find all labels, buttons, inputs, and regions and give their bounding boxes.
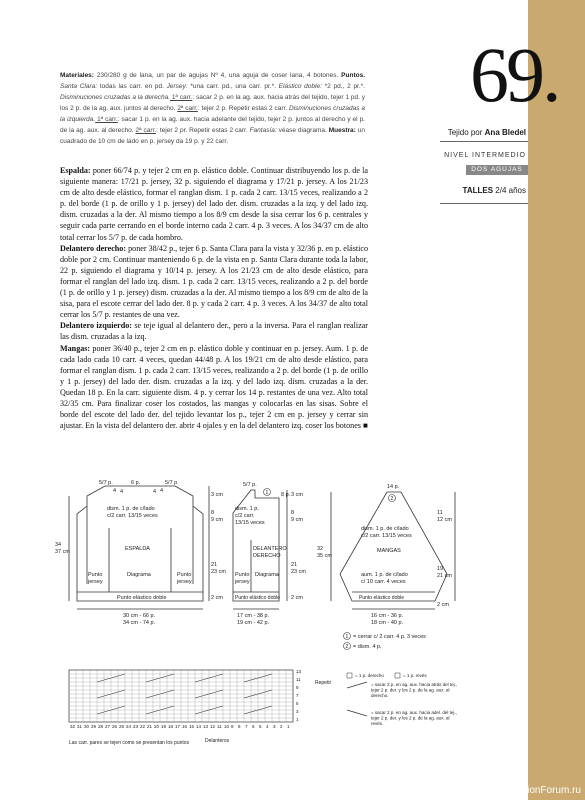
front-width: 19 cm - 42 p. xyxy=(237,620,270,626)
repeat-label: Repetir xyxy=(315,680,332,686)
back-top-left: 5/7 p. xyxy=(99,480,113,486)
back-dec-note: dism. 1 p. de c/lado xyxy=(107,506,155,512)
chart-row-label: 1 xyxy=(296,717,299,723)
back-dim: 2 cm xyxy=(211,595,223,601)
front-dim: 9 cm xyxy=(291,517,303,523)
chart-col-label: 23 xyxy=(133,724,139,729)
front-rib: Punto elástico doble xyxy=(235,595,281,601)
legend-purl: = 1 p. revés xyxy=(403,673,427,678)
skill-level: NIVEL INTERMEDIO xyxy=(444,152,526,159)
schematic-drawing xyxy=(55,478,465,758)
chart-col-label: 26 xyxy=(112,724,118,729)
back-height: 37 cm xyxy=(55,549,70,555)
front-dec-note: c/2 carr. xyxy=(235,513,255,519)
sleeve-dim: 11 xyxy=(437,510,443,516)
front-side: Punto xyxy=(235,572,250,578)
back-side: Punto xyxy=(88,572,103,578)
schematics xyxy=(55,478,465,758)
chart-col-label: 8 xyxy=(238,724,241,729)
back-side: jersey xyxy=(177,579,192,585)
front-chart-label: Delanteros xyxy=(205,738,230,744)
back-side: Punto xyxy=(177,572,192,578)
materials-paragraph: Materiales: 230/280 g de lana, un par de agujas Nº 4, una aguja de coser lana, 4 botones. Puntos. Santa Clara: todas las carr. en pd. Jersey: *una carr. pd., una carr. pr.*. Elástico doble: *2 pd., 2 pr.*. Disminuciones cruzadas a la derecha. 1ª carr.: sacar 2 p. en la ag. aux. hacia atrás del tejido, tejer 1 pd. y los 2 p. de la ag. aux. juntos al derecho. 2ª carr.: tejer 2 p. Repetir estas 2 carr. Disminuciones cruzadas a la izquierda. 1ª carr.: sacar 1 p. en la ag. aux. hacia adelante del tejido, tejer 2 p. juntos al derecho y el p. de la ag. aux. al derecho. 2ª carr.: tejer 2 pr. Repetir estas 2 carr. Fantasía: véase diagrama. Muestra: un cuadrado de 10 cm de lado en p. jersey da 19 p. y 22 carr. xyxy=(60,72,366,145)
sleeve-dec-note: c/2 carr. 13/15 veces xyxy=(361,533,412,539)
designer-credit: Tejido por Ana Bledel xyxy=(447,128,526,137)
back-title: ESPALDA xyxy=(125,546,150,552)
chart-col-label: 20 xyxy=(154,724,160,729)
chart-col-label: 17 xyxy=(175,724,181,729)
chart-row-label: 3 xyxy=(296,709,299,715)
back-dim: 9 cm xyxy=(211,517,223,523)
delantero-izquierdo-paragraph: Delantero izquierdo: se teje igual al delantero der., pero a la inversa. Para el ranglan realizar las dism. cruzadas a la izq. xyxy=(60,321,368,342)
chart-col-label: 15 xyxy=(189,724,195,729)
chart-col-label: 6 xyxy=(252,724,255,729)
back-outline-side xyxy=(77,506,203,601)
front-side: jersey xyxy=(235,579,250,585)
chart-row-label: 5 xyxy=(296,701,299,707)
stitch-chart xyxy=(69,669,302,729)
mangas-paragraph: Mangas: poner 36/40 p., tejer 2 cm en p. elástico doble y continuar en p. jersey. Aum. 1 p. de cada lado cada 10 carr. 4 veces, quedan 44/48 p. A los 19/21 cm de alto desde elástico, para formar el ranglan dism. 1 p. cada 2 carr. 13/15 veces, realizando a 2 p. del borde (1 p. de orillo y 1 p. jersey) del lado der. dism. cruzadas a la izq. y del lado izq. dism. cruzadas a la der. Quedan 18 p. En la carr. siguiente dism. 4 p. y cerrar los 14 p. restantes de una vez. Alto total 32/35 cm. Para finalizar coser los costados, las mangas y colocarlas en las sisas. Sobre el borde del escote del lado der. del tejido levantar los p., tejer 2 cm en p. jersey y cerrar sin ajustar. En la vista del delantero der. abrir 4 ojales y en la del delantero izq. coser los botones ■ xyxy=(60,343,368,431)
back-height: 34 xyxy=(55,542,62,548)
sleeve-dim: 2 cm xyxy=(437,602,449,608)
note-symbol: 2 xyxy=(345,644,349,650)
chart-col-label: 32 xyxy=(70,724,76,729)
sleeve-dec-note: dism. 1 p. de c/lado xyxy=(361,526,409,532)
chart-col-label: 25 xyxy=(119,724,125,729)
back-width: 30 cm - 66 p. xyxy=(123,613,156,619)
front-dim: 2 cm xyxy=(291,595,303,601)
chart-col-label: 22 xyxy=(140,724,146,729)
front-dec-note: 13/15 veces xyxy=(235,520,265,526)
back-top-mid: 6 p. xyxy=(131,480,141,486)
sleeve-dim: 21 cm xyxy=(437,573,452,579)
divider xyxy=(440,203,528,204)
chart-col-label: 18 xyxy=(168,724,174,729)
front-top: 5/7 p. xyxy=(243,482,257,488)
back-top-right: 5/7 p. xyxy=(165,480,179,486)
sleeve-width: 18 cm - 40 p. xyxy=(371,620,404,626)
back-dec: 4 xyxy=(113,488,117,494)
sleeve-rib: Punto elástico doble xyxy=(359,595,405,601)
sleeve-width: 16 cm - 36 p. xyxy=(371,613,404,619)
chart-col-label: 1 xyxy=(287,724,290,729)
right-cross-icon xyxy=(347,682,367,688)
front-title: DELANTERO xyxy=(253,546,287,552)
chart-row-label: 9 xyxy=(296,685,299,691)
watermark: PassionForum.ru xyxy=(504,785,581,796)
chart-col-label: 9 xyxy=(231,724,234,729)
back-dec-note: c/2 carr. 13/15 veces xyxy=(107,513,158,519)
delantero-derecho-paragraph: Delantero derecho: poner 38/42 p., tejer 6 p. Santa Clara para la vista y 32/36 p. en p. elástico doble por 2 cm. Continuar manteniendo 6 p. de la vista en p. Santa Clara durante toda la labor, 22 p. siguiendo el diagrama y 10/14 p. jersey. A los 21/23 cm de alto desde elástico, para formar el ranglan del lado izq. dism. 1 p. cada 2 carr. 13/15 veces, realizando a 2 p. del borde (1 p. de orillo y 1 p. jersey) dism. cruzadas a la der. Al mismo tiempo a los 8/9 cm de alto de la sisa, para el escote cerrar del lado der. 8 p. y cada 2 carr. 4 p. 3 veces. A los 34/37 de alto total cerrar los 5/7 p. restantes de una vez. xyxy=(60,243,368,320)
chart-row-label: 13 xyxy=(296,669,302,675)
instructions xyxy=(60,165,368,431)
front-dim: 3 cm xyxy=(291,492,303,498)
chart-col-label: 10 xyxy=(224,724,230,729)
front-top-r: 8 p. xyxy=(281,492,291,498)
legend-knit: = 1 p. derecho xyxy=(355,673,384,678)
chart-col-label: 3 xyxy=(273,724,276,729)
chart-col-label: 4 xyxy=(266,724,269,729)
back-dim: 8 xyxy=(211,510,215,516)
chart-col-label: 11 xyxy=(217,724,222,729)
sleeve-dim: 19 xyxy=(437,566,444,572)
sleeve-symbol: 2 xyxy=(390,496,394,502)
needles-badge: DOS AGUJAS xyxy=(466,165,528,175)
sleeve-inc-note: c/ 10 carr. 4 veces xyxy=(361,579,406,585)
sleeve-dim: 35 cm xyxy=(317,553,332,559)
back-side: jersey xyxy=(88,579,103,585)
front-dim: 8 xyxy=(291,510,295,516)
espalda-paragraph: Espalda: poner 66/74 p. y tejer 2 cm en p. elástico doble. Continuar distribuyendo los p. de la siguiente manera: 17/21 p. jersey, 32 p. siguiendo el diagrama y 17/21 p. jersey. A los 21/23 cm de alto desde elástico, formar el ranglan dism. 1 p. cada 2 carr. 13/15 veces, realizando a 2 p. del borde (1 p. de orillo y 1 p. jersey) del lado der. dism. cruzadas a la izq. y del lado izq. dism. cruzadas a la der. Al mismo tiempo a los 8/9 cm desde la sisa cerrar los 6 p. centrales y seguir cada parte cerrando en el borde interno cada 2 carr. 4 p. 3 veces. A los 34/37 cm de alto total cerrar los 5/7 p. de cada hombro. xyxy=(60,166,368,242)
front-dec-note: dism. 1 p. xyxy=(235,506,259,512)
back-dim: 21 xyxy=(211,562,218,568)
back-dec: 4 xyxy=(120,489,124,495)
back-dim: 23 cm xyxy=(211,569,226,575)
chart-col-label: 24 xyxy=(126,724,132,729)
divider xyxy=(440,141,528,142)
chart-row-label: 11 xyxy=(296,677,301,683)
knit-symbol-icon xyxy=(347,673,352,678)
back-rib: Punto elástico doble xyxy=(117,595,167,601)
sleeve-inc-note: aum. 1 p. de c/lado xyxy=(361,572,408,578)
back-dec: 4 xyxy=(153,489,157,495)
sizes: TALLES 2/4 años xyxy=(462,186,526,195)
sleeve-dim: 12 cm xyxy=(437,517,452,523)
note-symbol: 1 xyxy=(345,634,349,640)
back-dim: 3 cm xyxy=(211,492,223,498)
purl-symbol-icon xyxy=(395,673,400,678)
sleeve-top: 14 p. xyxy=(387,484,400,490)
front-dim: 21 xyxy=(291,562,298,568)
front-title: DERECHO xyxy=(253,553,281,559)
legend-left-cross: = sacar 2 p. en ag. aux. hacia adel. del tej., tejer 2 p. der. y los 2 p. de la ag. aux. al revés. xyxy=(371,710,457,726)
chart-col-label: 13 xyxy=(203,724,209,729)
back-pattern: Diagrama xyxy=(127,572,151,578)
chart-row-label: 7 xyxy=(296,693,299,699)
chart-col-label: 21 xyxy=(147,724,153,729)
front-symbol: 1 xyxy=(265,490,269,496)
chart-col-label: 30 xyxy=(84,724,90,729)
back-width: 34 cm - 74 p. xyxy=(123,620,156,626)
chart-col-label: 2 xyxy=(280,724,283,729)
front-dim: 23 cm xyxy=(291,569,306,575)
chart-col-label: 19 xyxy=(161,724,167,729)
chart-col-label: 29 xyxy=(91,724,97,729)
chart-col-label: 14 xyxy=(196,724,202,729)
pattern-number: 69. xyxy=(470,31,559,118)
chart-caption: Las carr. pares se tejen como se presentan los puntos xyxy=(69,740,190,746)
chart-col-label: 31 xyxy=(77,724,83,729)
chart-col-label: 5 xyxy=(259,724,262,729)
page-edge-bar xyxy=(528,0,585,800)
chart-col-label: 28 xyxy=(98,724,104,729)
chart-col-label: 12 xyxy=(210,724,216,729)
front-pattern: Diagrama xyxy=(255,572,279,578)
chart-col-label: 7 xyxy=(245,724,248,729)
sleeve-dim: 32 xyxy=(317,546,324,552)
chart-col-label: 16 xyxy=(182,724,188,729)
chart-col-label: 27 xyxy=(105,724,111,729)
note-2: = dism. 4 p. xyxy=(353,644,382,650)
sleeve-title: MANGAS xyxy=(377,548,401,554)
back-outline xyxy=(87,486,193,584)
left-cross-icon xyxy=(347,710,367,716)
back-dec: 4 xyxy=(160,488,164,494)
legend-right-cross: = sacar 2 p. en ag. aux. hacia atrás del tej., tejer 2 p. der. y los 2 p. de la ag. aux. al derecho. xyxy=(371,682,458,698)
note-1: = cerrar c/ 2 carr. 4 p. 3 veces xyxy=(353,634,426,640)
front-width: 17 cm - 38 p. xyxy=(237,613,270,619)
